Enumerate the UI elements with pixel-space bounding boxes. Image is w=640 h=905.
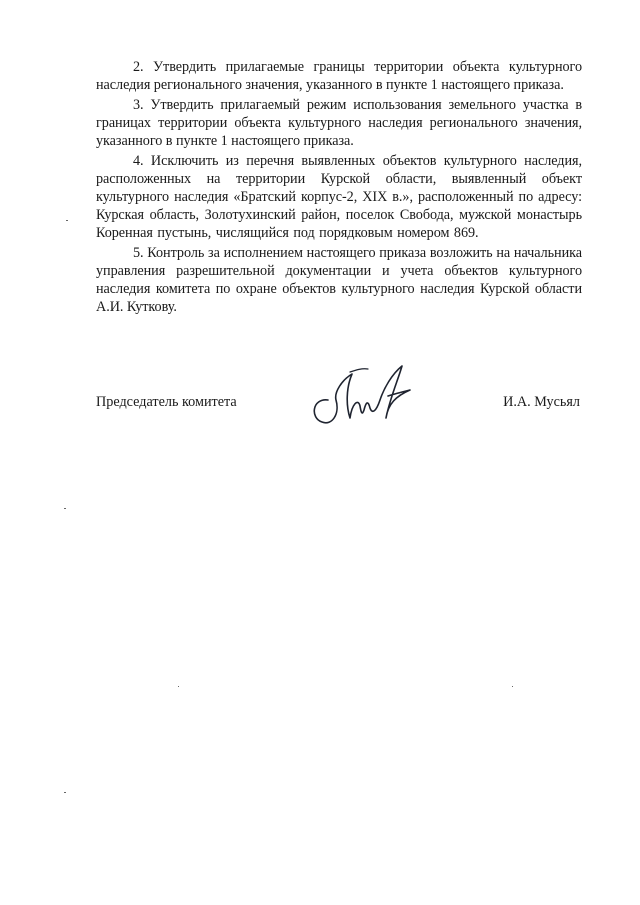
signatory-name: И.А. Мусьял (503, 394, 580, 410)
handwritten-signature (306, 360, 426, 430)
scan-speck (178, 686, 179, 687)
document-body (96, 58, 582, 318)
signature-block (96, 390, 582, 450)
paragraph-3: 3. Утвердить прилагаемый режим использования земельного участка в границах территории объекта культурного наследия регионального значения, указанного в пункте 1 настоящего приказа. (96, 97, 582, 149)
paragraph-2: 2. Утвердить прилагаемые границы территории объекта культурного наследия регионального значения, указанного в пункте 1 настоящего приказа. (96, 59, 582, 93)
paragraph-5: 5. Контроль за исполнением настоящего приказа возложить на начальника управления разрешительной документации и учета объектов культурного наследия комитета по охране объектов культурного наследия Курской области А.И. Куткову. (96, 245, 582, 315)
signatory-title: Председатель комитета (96, 394, 237, 410)
scan-speck (64, 792, 66, 793)
scan-speck (66, 220, 68, 221)
scan-speck (512, 686, 513, 687)
paragraph-4: 4. Исключить из перечня выявленных объектов культурного наследия, расположенных на территории Курской области, выявленный объект культурного наследия «Братский корпус-2, XIX в.», расположенный по адресу: Курская область, Золотухинский район, поселок Свобода, мужской монастырь Коренная пустынь, числящийся под порядковым номером 869. (96, 153, 582, 241)
scan-speck (64, 508, 66, 509)
